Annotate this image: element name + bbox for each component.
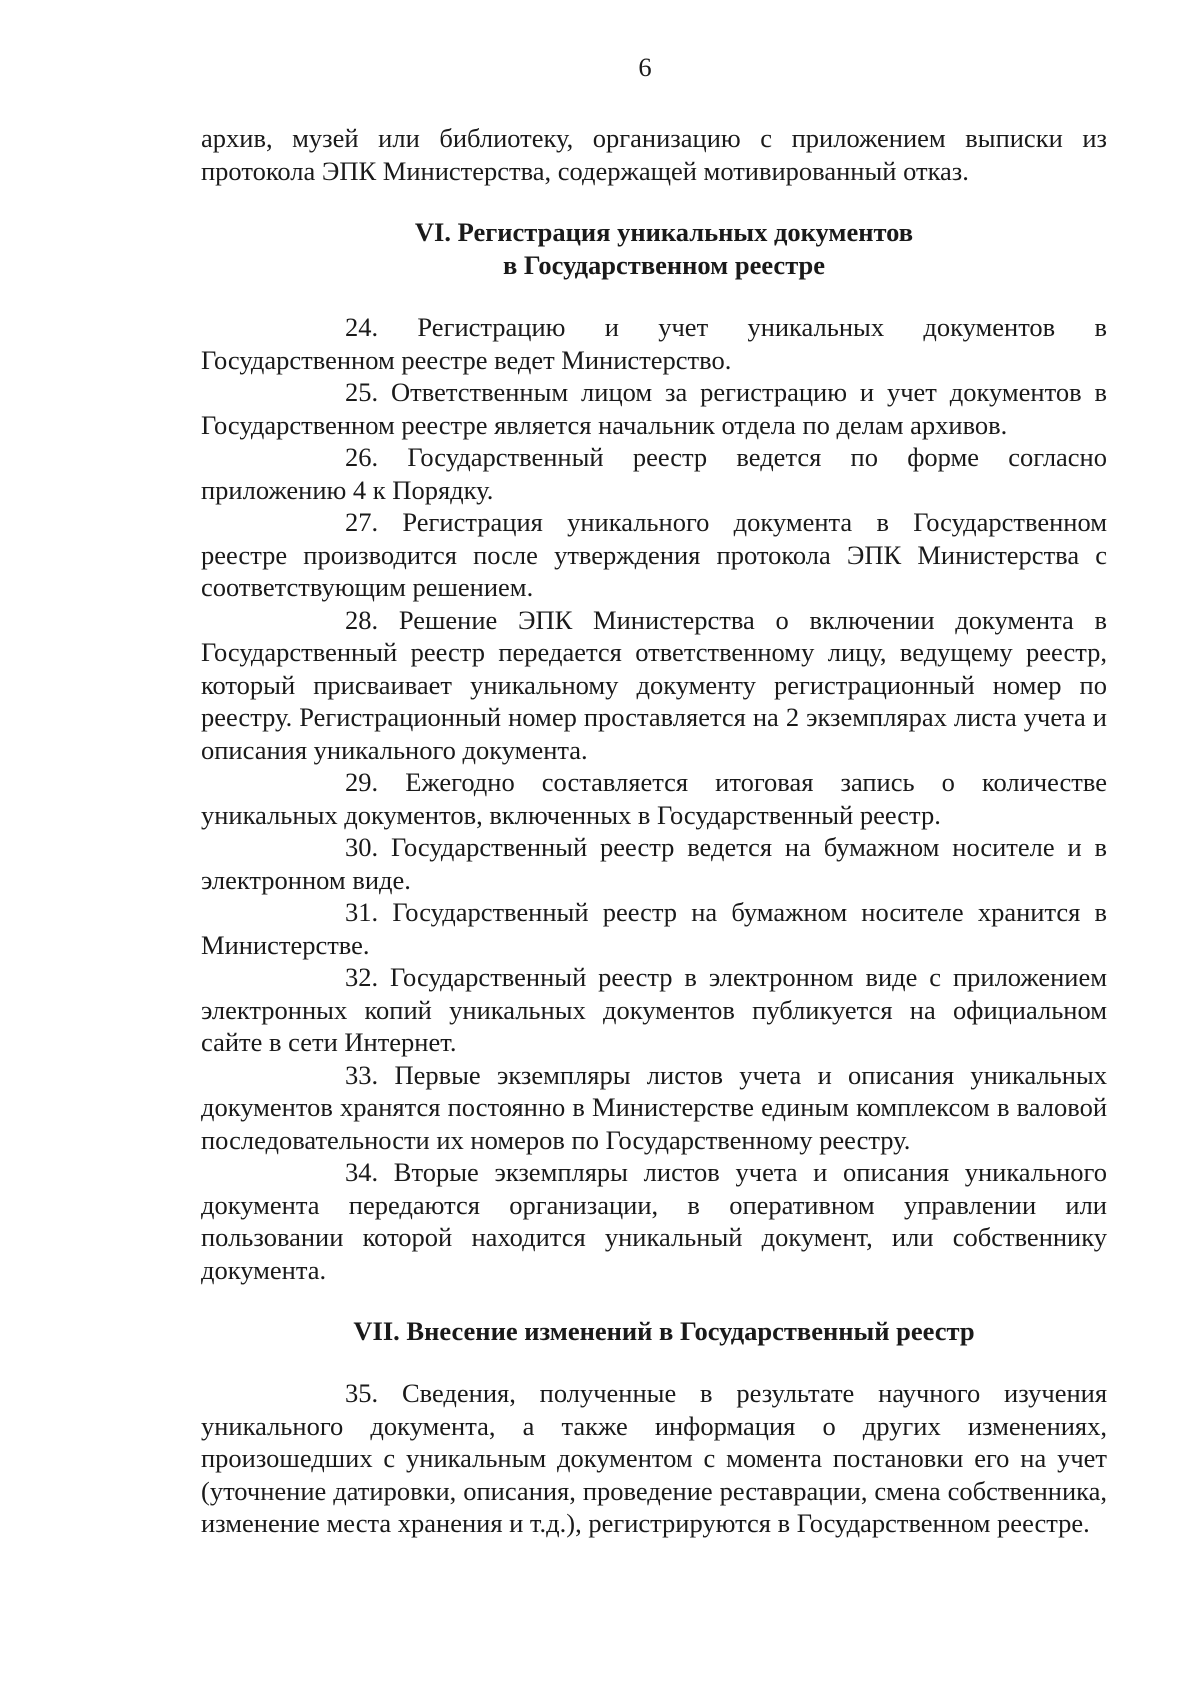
paragraph-32: [201, 961, 1107, 1059]
section-6-heading-line-1: VI. Регистрация уникальных документов: [414, 217, 914, 247]
section-7-items: [201, 1377, 1107, 1540]
document-body: [201, 122, 1107, 1540]
paragraph-26: [201, 441, 1107, 506]
paragraph-number: 35.: [345, 1378, 379, 1408]
paragraph-24: [201, 311, 1107, 376]
paragraph-number: 31.: [345, 897, 379, 927]
paragraph-number: 26.: [345, 442, 379, 472]
page-number: 6: [638, 52, 652, 82]
paragraph-28: [201, 604, 1107, 767]
paragraph-text: Регистрация уникального документа в Государственном реестре производится после утверждения протокола ЭПК Министерства с соответствующим решением.: [201, 507, 1107, 602]
paragraph-number: 30.: [345, 832, 379, 862]
paragraph-number: 27.: [345, 507, 379, 537]
paragraph-text: Вторые экземпляры листов учета и описания уникального документа передаются организации, в оперативном управлении или пользовании которой находится уникальный документ, или собственнику документа.: [201, 1157, 1107, 1285]
paragraph-number: 25.: [345, 377, 379, 407]
section-6-heading: [201, 216, 1107, 282]
paragraph-number: 34.: [345, 1157, 379, 1187]
paragraph-33: [201, 1059, 1107, 1157]
paragraph-text: Ежегодно составляется итоговая запись о количестве уникальных документов, включенных в Государственный реестр.: [201, 767, 1108, 830]
section-7-heading: VII. Внесение изменений в Государственный реестр: [353, 1316, 975, 1346]
paragraph-text: Государственный реестр на бумажном носителе хранится в Министерстве.: [201, 897, 1107, 960]
paragraph-text: Решение ЭПК Министерства о включении документа в Государственный реестр передается ответственному лицу, ведущему реестр, который присваивает уникальному документу регистрационный номер по реестру. Регистрационный номер проставляется на 2 экземплярах листа учета и описания уникального документа.: [201, 604, 1108, 765]
paragraph-35: [201, 1377, 1107, 1540]
paragraph-number: 24.: [345, 312, 379, 342]
section-6-items: [201, 311, 1107, 1286]
paragraph-text: Государственный реестр ведется по форме согласно приложению 4 к Порядку.: [201, 442, 1107, 505]
intro-paragraph: архив, музей или библиотеку, организацию с приложением выписки из протокола ЭПК Министерства, содержащей мотивированный отказ.: [201, 123, 1107, 186]
paragraph-31: [201, 896, 1107, 961]
paragraph-29: [201, 766, 1107, 831]
paragraph-number: 32.: [345, 962, 379, 992]
paragraph-number: 28.: [345, 604, 379, 635]
paragraph-text: Государственный реестр в электронном виде с приложением электронных копий уникальных документов публикуется на официальном сайте в сети Интернет.: [201, 962, 1108, 1057]
paragraph-25: [201, 376, 1107, 441]
paragraph-number: 33.: [345, 1059, 379, 1090]
paragraph-30: [201, 831, 1107, 896]
paragraph-text: Первые экземпляры листов учета и описания уникальных документов хранятся постоянно в Министерстве единым комплексом в валовой последовательности их номеров по Государственному реестру.: [201, 1059, 1107, 1155]
paragraph-text: Ответственным лицом за регистрацию и учет документов в Государственном реестре является начальник отдела по делам архивов.: [201, 377, 1107, 440]
paragraph-text: Государственный реестр ведется на бумажном носителе и в электронном виде.: [201, 832, 1108, 895]
paragraph-text: Регистрацию и учет уникальных документов в Государственном реестре ведет Министерство.: [201, 312, 1108, 375]
section-6-heading-line-2: в Государственном реестре: [502, 250, 826, 280]
paragraph-27: [201, 506, 1107, 604]
paragraph-number: 29.: [345, 767, 379, 797]
paragraph-text: Сведения, полученные в результате научного изучения уникального документа, а также информация о других изменениях, произошедших с уникальным документом с момента постановки его на учет (уточнение датировки, описания, проведение реставрации, смена собственника, изменение места хранения и т.д.), регистрируются в Государственном реестре.: [201, 1378, 1108, 1538]
paragraph-34: [201, 1156, 1107, 1286]
